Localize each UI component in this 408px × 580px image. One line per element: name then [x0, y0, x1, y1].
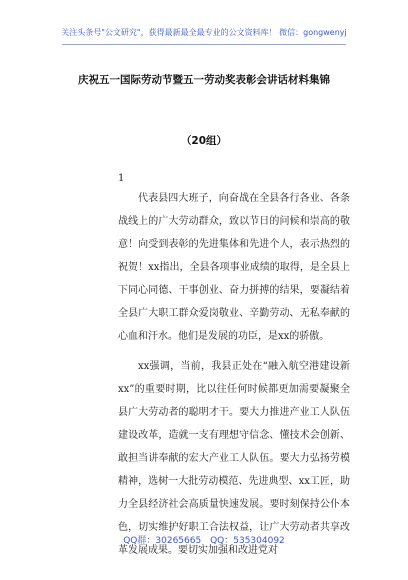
footer-qq-number: QQ：535304092 [210, 536, 285, 546]
footer-qq-group: QQ群：30265665 [123, 536, 202, 546]
footer-contact [0, 533, 408, 546]
document-subtitle: （20组） [180, 135, 228, 147]
header-divider [62, 44, 346, 45]
document-title: 庆祝五一国际劳动节暨五一劳动奖表彰会讲话材料集锦 [78, 74, 330, 86]
header-watermark-note: 关注头条号"公文研究"，获得最新最全最专业的公文资料库！ 微信：gongwenyj [61, 28, 347, 37]
section-number: 1 [118, 173, 125, 184]
body-paragraph: 代表县四大班子，向奋战在全县各行各业、各条战线上的广大劳动群众，致以节日的问候和崇高的敬意！向受到表彰的先进集体和先进个人，表示热烈的祝贺！xx指出，全县各项事业成绩的取得，是全县上下同心同德、干事创业、奋力拼搏的结果，要凝结着全县广大职工群众爱岗敬业、辛勤劳动、无私奉献的心血和汗水。他们是发展的功臣，是xx的骄傲。 [118, 193, 350, 342]
body-paragraph: xx强调，当前，我县正处在“融入航空港建设新xx”的重要时期，比以往任何时候都更加需要凝聚全县广大劳动者的聪明才干。要大力推进产业工人队伍建设改革，造就一支有理想守信念、懂技术会创新、敢担当讲奉献的宏大产业工人队伍。要大力弘扬劳模精神，选树一大批劳动模范、先进典型、xx工匠，助力全县经济社会高质量快速发展。要时刻保持公仆本色，切实维护好职工合法权益，让广大劳动者共享改革发展成果。要切实加强和改进党对 [118, 361, 350, 556]
